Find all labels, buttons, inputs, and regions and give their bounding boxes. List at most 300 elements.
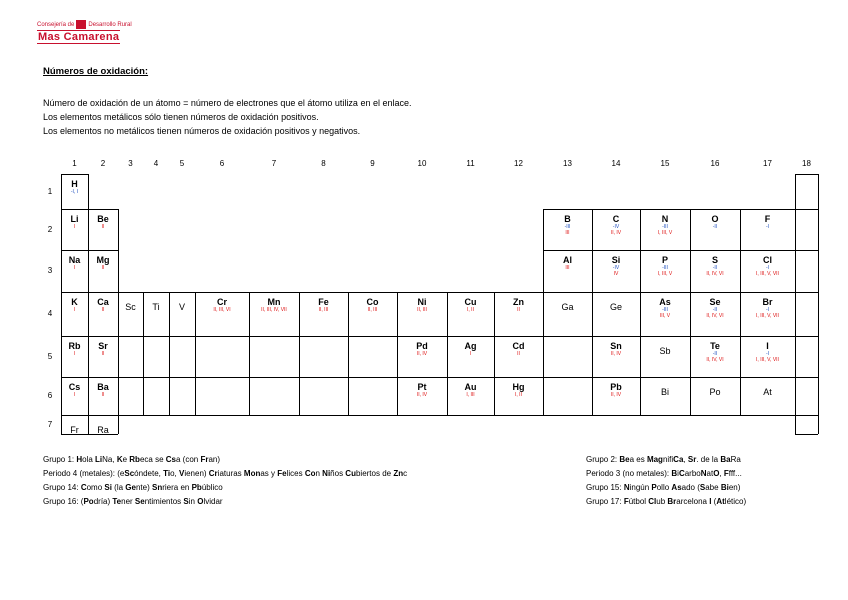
mnemonic-highlight: K <box>116 455 123 464</box>
element-cell-f <box>740 209 795 250</box>
mnemonic-text: Grupo 14: <box>43 483 81 492</box>
logo-name: Mas Camarena <box>38 31 120 43</box>
mnemonic-highlight: Sc <box>124 469 135 478</box>
grid-line <box>118 209 119 250</box>
mnemonic-highlight: Cr <box>208 469 218 478</box>
mnemonic-highlight: C <box>678 469 685 478</box>
element-cell-rb <box>61 336 88 377</box>
grid-line <box>795 415 818 416</box>
element-symbol: Be <box>97 214 109 224</box>
element-symbol: Ti <box>152 302 160 312</box>
mnemonic-line <box>586 481 740 494</box>
intro-text <box>43 96 411 138</box>
negative-oxidation-states: -II <box>712 224 718 230</box>
mnemonic-highlight: Ca <box>673 455 684 464</box>
mnemonic-text: arcelona <box>676 497 710 506</box>
grid-line <box>249 377 250 415</box>
row-number: 4 <box>47 309 53 318</box>
mnemonic-line <box>586 453 741 466</box>
element-symbol: S <box>711 255 718 265</box>
positive-oxidation-states: II, IV <box>416 351 428 357</box>
element-symbol: Zn <box>513 297 524 307</box>
element-cell-sc <box>118 292 143 336</box>
element-cell-s <box>690 250 740 292</box>
column-number: 14 <box>611 159 621 168</box>
logo-figure-icon <box>76 20 86 29</box>
positive-oxidation-states: II, IV <box>610 392 622 398</box>
element-symbol: K <box>71 297 78 307</box>
grid-line <box>795 292 796 336</box>
mnemonic-text: riera en <box>162 483 192 492</box>
element-cell-te <box>690 336 740 377</box>
positive-oxidation-states: II, IV <box>610 351 622 357</box>
element-symbol: I <box>766 341 769 351</box>
mnemonic-text: . de la <box>696 455 721 464</box>
positive-oxidation-states: I, III, V <box>657 271 673 277</box>
mnemonic-text: ola <box>82 455 96 464</box>
grid-line <box>795 209 796 250</box>
element-symbol: Au <box>464 382 477 392</box>
column-number: 13 <box>563 159 572 168</box>
negative-oxidation-states: -I <box>765 351 770 357</box>
element-symbol: Na <box>68 255 81 265</box>
element-cell-se <box>690 292 740 336</box>
mnemonic-text: n <box>315 469 323 478</box>
grid-line <box>143 336 144 377</box>
mnemonic-text: abe <box>705 483 721 492</box>
grid-line <box>818 250 819 292</box>
mnemonic-highlight: Mag <box>646 455 663 464</box>
logo-top-right-text: Desarrollo Rural <box>88 22 132 29</box>
element-cell-c <box>592 209 640 250</box>
mnemonic-highlight: O <box>197 497 204 506</box>
negative-oxidation-states: -II <box>712 265 718 271</box>
mnemonic-highlight: Te <box>112 497 122 506</box>
grid-line <box>818 336 819 377</box>
grid-line <box>118 336 119 377</box>
mnemonic-highlight: Rb <box>129 455 140 464</box>
mnemonic-highlight: At <box>716 497 725 506</box>
mnemonic-text: óndete, <box>134 469 164 478</box>
mnemonic-highlight: Cs <box>165 455 176 464</box>
mnemonic-highlight: C <box>80 483 87 492</box>
positive-oxidation-states: II, III, IV, VII <box>261 307 287 313</box>
intro-line: Los elementos metálicos sólo tienen números de oxidación positivos. <box>43 112 319 122</box>
element-cell-be <box>88 209 118 250</box>
negative-oxidation-states: -III <box>564 224 571 230</box>
grid-line <box>795 209 818 210</box>
row-number: 7 <box>47 419 53 429</box>
mnemonic-line <box>586 495 746 508</box>
mnemonic-highlight: Cl <box>648 497 657 506</box>
mnemonic-text: ingún <box>629 483 652 492</box>
element-symbol: Ni <box>417 297 427 307</box>
positive-oxidation-states: II, IV <box>610 230 622 236</box>
element-symbol: Sb <box>659 346 671 356</box>
negative-oxidation-states: -II <box>712 351 718 357</box>
positive-oxidation-states: I <box>73 351 76 357</box>
positive-oxidation-states: II, IV, VI <box>706 271 724 277</box>
mnemonic-highlight: B <box>671 469 678 478</box>
mnemonic-text: biertos de <box>355 469 394 478</box>
element-symbol: Ba <box>97 382 109 392</box>
element-symbol: Li <box>70 214 79 224</box>
element-symbol: At <box>763 387 772 397</box>
element-cell-fe <box>299 292 348 336</box>
intro-line: Los elementos no metálicos tienen números de oxidación positivos y negativos. <box>43 126 361 136</box>
mnemonic-highlight: Cu <box>345 469 356 478</box>
positive-oxidation-states: II <box>101 265 105 271</box>
element-symbol: Ga <box>561 302 574 312</box>
mnemonic-highlight: Br <box>667 497 677 506</box>
grid-line <box>818 209 819 250</box>
grid-line <box>795 336 818 337</box>
element-symbol: H <box>71 179 78 189</box>
positive-oxidation-states: III <box>565 265 570 271</box>
element-cell-ga <box>543 292 592 336</box>
grid-line <box>88 174 89 209</box>
negative-oxidation-states: -I <box>765 265 770 271</box>
mnemonic-highlight: As <box>671 483 682 492</box>
row-number: 6 <box>47 391 53 400</box>
element-symbol: Cd <box>512 341 525 351</box>
element-symbol: Fe <box>318 297 329 307</box>
mnemonic-text: ( <box>711 497 717 506</box>
mnemonic-text: a es <box>629 455 647 464</box>
grid-line <box>795 377 796 415</box>
element-cell-ti <box>143 292 169 336</box>
element-symbol: Ra <box>97 425 109 435</box>
mnemonic-highlight: Po <box>83 497 94 506</box>
element-cell-mn <box>249 292 299 336</box>
grid-line <box>795 292 818 293</box>
column-number: 17 <box>763 159 772 168</box>
positive-oxidation-states: I <box>73 307 76 313</box>
element-symbol: Ag <box>464 341 477 351</box>
element-symbol: Si <box>611 255 621 265</box>
positive-oxidation-states: I <box>73 392 76 398</box>
element-symbol: V <box>178 302 185 312</box>
element-cell-pb <box>592 377 640 415</box>
mnemonic-highlight: Ti <box>163 469 171 478</box>
school-logo <box>37 18 132 46</box>
mnemonic-highlight: Sn <box>151 483 163 492</box>
mnemonic-highlight: N <box>700 469 707 478</box>
mnemonic-text: ner <box>121 497 135 506</box>
element-symbol: F <box>764 214 771 224</box>
row-number: 5 <box>47 351 53 361</box>
mnemonic-text: Grupo 16: ( <box>43 497 84 506</box>
element-cell-fr <box>61 415 88 434</box>
mnemonic-text: (la <box>111 483 126 492</box>
element-cell-au <box>447 377 494 415</box>
positive-oxidation-states: II, III <box>367 307 378 313</box>
element-cell-mg <box>88 250 118 292</box>
element-symbol: C <box>612 214 620 224</box>
negative-oxidation-states: -III <box>662 224 668 230</box>
mnemonic-line <box>43 467 407 480</box>
element-cell-sr <box>88 336 118 377</box>
negative-oxidation-states: -I <box>765 307 770 313</box>
element-symbol: Ca <box>97 297 109 307</box>
mnemonic-text: ado ( <box>681 483 700 492</box>
element-cell-as <box>640 292 690 336</box>
mnemonic-text: at <box>706 469 714 478</box>
mnemonic-text: c <box>403 469 408 478</box>
grid-line <box>818 377 819 415</box>
grid-line <box>61 415 795 416</box>
grid-line <box>195 377 196 415</box>
mnemonic-text: Periodo 4 (metales): (e <box>43 469 125 478</box>
column-number: 12 <box>514 159 523 168</box>
element-symbol: Se <box>709 297 721 307</box>
element-symbol: Sn <box>610 341 622 351</box>
element-cell-o <box>690 209 740 250</box>
mnemonic-highlight: I <box>709 497 712 506</box>
element-symbol: Pb <box>610 382 622 392</box>
mnemonic-text: omo <box>86 483 105 492</box>
mnemonic-highlight: Fr <box>200 455 209 464</box>
grid-line <box>299 377 300 415</box>
mnemonic-highlight: S <box>183 497 189 506</box>
element-symbol: Al <box>563 255 572 265</box>
element-cell-v <box>169 292 195 336</box>
element-cell-pd <box>397 336 447 377</box>
positive-oxidation-states: II, III <box>417 307 427 313</box>
grid-line <box>543 377 544 415</box>
element-symbol: Co <box>366 297 379 307</box>
grid-line <box>118 415 119 434</box>
element-cell-sb <box>640 336 690 377</box>
column-number: 3 <box>128 159 133 168</box>
grid-line <box>143 377 144 415</box>
logo-top-left-text: Consejería de <box>37 22 75 29</box>
grid-line <box>795 336 796 377</box>
element-symbol: Po <box>709 387 721 397</box>
positive-oxidation-states: I, III, V, VII <box>756 357 779 363</box>
column-number: 6 <box>219 159 225 168</box>
positive-oxidation-states: II, IV, VI <box>706 313 724 319</box>
element-cell-hg <box>494 377 543 415</box>
mnemonic-text: ub <box>656 497 668 506</box>
element-cell-cu <box>447 292 494 336</box>
row-number: 2 <box>47 224 53 234</box>
mnemonic-line <box>43 453 220 466</box>
element-symbol: O <box>711 214 719 224</box>
element-symbol: N <box>661 214 669 224</box>
mnemonic-highlight: Ge <box>125 483 136 492</box>
positive-oxidation-states: II <box>101 351 105 357</box>
element-symbol: P <box>661 255 668 265</box>
grid-line <box>169 336 170 377</box>
element-cell-pt <box>397 377 447 415</box>
positive-oxidation-states: II, IV <box>416 392 428 398</box>
mnemonic-text: Grupo 1: <box>43 455 77 464</box>
mnemonic-highlight: F <box>723 469 729 478</box>
element-symbol: As <box>659 297 671 307</box>
mnemonic-highlight: Bi <box>720 483 729 492</box>
grid-line <box>818 292 819 336</box>
mnemonic-text: eca se <box>139 455 166 464</box>
mnemonic-highlight: Sr <box>687 455 697 464</box>
column-number: 11 <box>466 159 475 168</box>
positive-oxidation-states: I, II <box>515 392 522 398</box>
mnemonic-text: Grupo 17: <box>586 497 624 506</box>
element-symbol: Cs <box>68 382 81 392</box>
element-cell-ba <box>88 377 118 415</box>
grid-line <box>795 434 818 435</box>
mnemonic-highlight: Ba <box>720 455 731 464</box>
column-number: 10 <box>417 159 427 168</box>
positive-oxidation-states: II, III, VI <box>213 307 231 313</box>
mnemonic-highlight: F <box>623 497 629 506</box>
mnemonic-text: Grupo 2: <box>586 455 620 464</box>
element-cell-cs <box>61 377 88 415</box>
mnemonic-text: úblico <box>201 483 223 492</box>
element-cell-b <box>543 209 592 250</box>
grid-line <box>795 174 818 175</box>
mnemonic-text: in <box>188 497 198 506</box>
grid-line <box>169 377 170 415</box>
mnemonic-highlight: V <box>178 469 185 478</box>
negative-oxidation-states: -III <box>662 307 668 313</box>
negative-oxidation-states: -I, I <box>70 189 79 195</box>
element-cell-k <box>61 292 88 336</box>
mnemonic-text: en) <box>728 483 741 492</box>
mnemonic-highlight: Se <box>134 497 145 506</box>
element-cell-al <box>543 250 592 292</box>
column-number: 15 <box>660 159 670 168</box>
element-cell-at <box>740 377 795 415</box>
mnemonic-text: i <box>677 469 679 478</box>
element-symbol: Bi <box>660 387 669 397</box>
mnemonic-highlight: Mon <box>243 469 261 478</box>
mnemonic-highlight: N <box>623 483 630 492</box>
mnemonic-text: Ra <box>730 455 741 464</box>
mnemonic-line <box>43 495 223 508</box>
row-number: 3 <box>47 266 53 275</box>
mnemonic-text: ollo <box>656 483 672 492</box>
grid-line <box>348 377 349 415</box>
element-cell-ca <box>88 292 118 336</box>
column-number: 9 <box>370 159 375 168</box>
mnemonic-text: lices <box>286 469 305 478</box>
grid-line <box>118 250 119 292</box>
positive-oxidation-states: IV <box>613 271 619 277</box>
element-cell-li <box>61 209 88 250</box>
negative-oxidation-states: -II <box>712 307 718 313</box>
positive-oxidation-states: III <box>565 230 570 236</box>
positive-oxidation-states: I, III, V, VII <box>756 313 779 319</box>
element-symbol: Pd <box>416 341 428 351</box>
element-cell-sn <box>592 336 640 377</box>
element-cell-ni <box>397 292 447 336</box>
mnemonic-highlight: O <box>713 469 720 478</box>
mnemonic-text: a (con <box>175 455 201 464</box>
positive-oxidation-states: II <box>101 392 105 398</box>
positive-oxidation-states: II <box>101 224 105 230</box>
mnemonic-highlight: P <box>651 483 657 492</box>
positive-oxidation-states: II <box>517 307 520 313</box>
element-symbol: Fr <box>70 425 79 435</box>
mnemonic-text: iaturas <box>217 469 244 478</box>
mnemonic-text: o, <box>170 469 179 478</box>
mnemonic-highlight: Co <box>304 469 316 478</box>
element-cell-ge <box>592 292 640 336</box>
element-cell-po <box>690 377 740 415</box>
mnemonic-text: e <box>122 455 130 464</box>
element-cell-co <box>348 292 397 336</box>
element-cell-si <box>592 250 640 292</box>
mnemonic-text: Na, <box>102 455 117 464</box>
mnemonic-text: an) <box>208 455 221 464</box>
mnemonic-text: nifi <box>662 455 674 464</box>
element-cell-p <box>640 250 690 292</box>
mnemonic-line <box>586 467 742 480</box>
element-cell-i <box>740 336 795 377</box>
positive-oxidation-states: I, III, V, VII <box>756 271 779 277</box>
grid-line <box>348 336 349 377</box>
column-number: 1 <box>72 159 77 168</box>
mnemonic-text: Periodo 3 (no metales): <box>586 469 672 478</box>
mnemonic-text: ienen) <box>184 469 209 478</box>
positive-oxidation-states: I, III, V <box>657 230 673 236</box>
grid-line <box>249 336 250 377</box>
element-symbol: Sc <box>125 302 136 312</box>
positive-oxidation-states: I <box>73 224 76 230</box>
grid-line <box>195 336 196 377</box>
column-number: 5 <box>179 159 185 168</box>
negative-oxidation-states: -IV <box>612 224 620 230</box>
positive-oxidation-states: I, III <box>466 392 475 398</box>
column-number: 8 <box>321 159 326 168</box>
element-symbol: Mg <box>96 255 110 265</box>
column-number: 18 <box>802 159 811 168</box>
element-cell-h <box>61 174 88 209</box>
mnemonic-highlight: H <box>76 455 83 464</box>
mnemonic-highlight: Fe <box>277 469 287 478</box>
mnemonic-highlight: Be <box>619 455 630 464</box>
positive-oxidation-states: I, II <box>467 307 474 313</box>
grid-line <box>795 174 796 209</box>
element-cell-ag <box>447 336 494 377</box>
mnemonic-text: útbol <box>628 497 649 506</box>
element-symbol: Sr <box>98 341 108 351</box>
element-cell-na <box>61 250 88 292</box>
mnemonic-highlight: Ni <box>322 469 331 478</box>
page-title: Números de oxidación: <box>43 66 149 77</box>
element-symbol: B <box>564 214 571 224</box>
mnemonic-text: arbo <box>684 469 701 478</box>
mnemonic-text: , <box>719 469 724 478</box>
negative-oxidation-states: -I <box>765 224 770 230</box>
mnemonic-highlight: S <box>699 483 706 492</box>
grid-line <box>118 377 119 415</box>
element-cell-n <box>640 209 690 250</box>
positive-oxidation-states: I <box>469 351 472 357</box>
column-number: 16 <box>710 159 720 168</box>
positive-oxidation-states: II <box>101 307 105 313</box>
mnemonic-text: ños <box>330 469 346 478</box>
grid-line <box>795 415 796 434</box>
mnemonic-text: fff... <box>728 469 742 478</box>
element-symbol: Rb <box>68 341 81 351</box>
element-symbol: Ge <box>609 302 622 312</box>
positive-oxidation-states: III, V <box>659 313 671 319</box>
mnemonic-text: lético) <box>724 497 747 506</box>
intro-line: Número de oxidación de un átomo = número de electrones que el átomo utiliza en el enlace. <box>43 98 412 108</box>
row-number: 1 <box>47 186 53 196</box>
